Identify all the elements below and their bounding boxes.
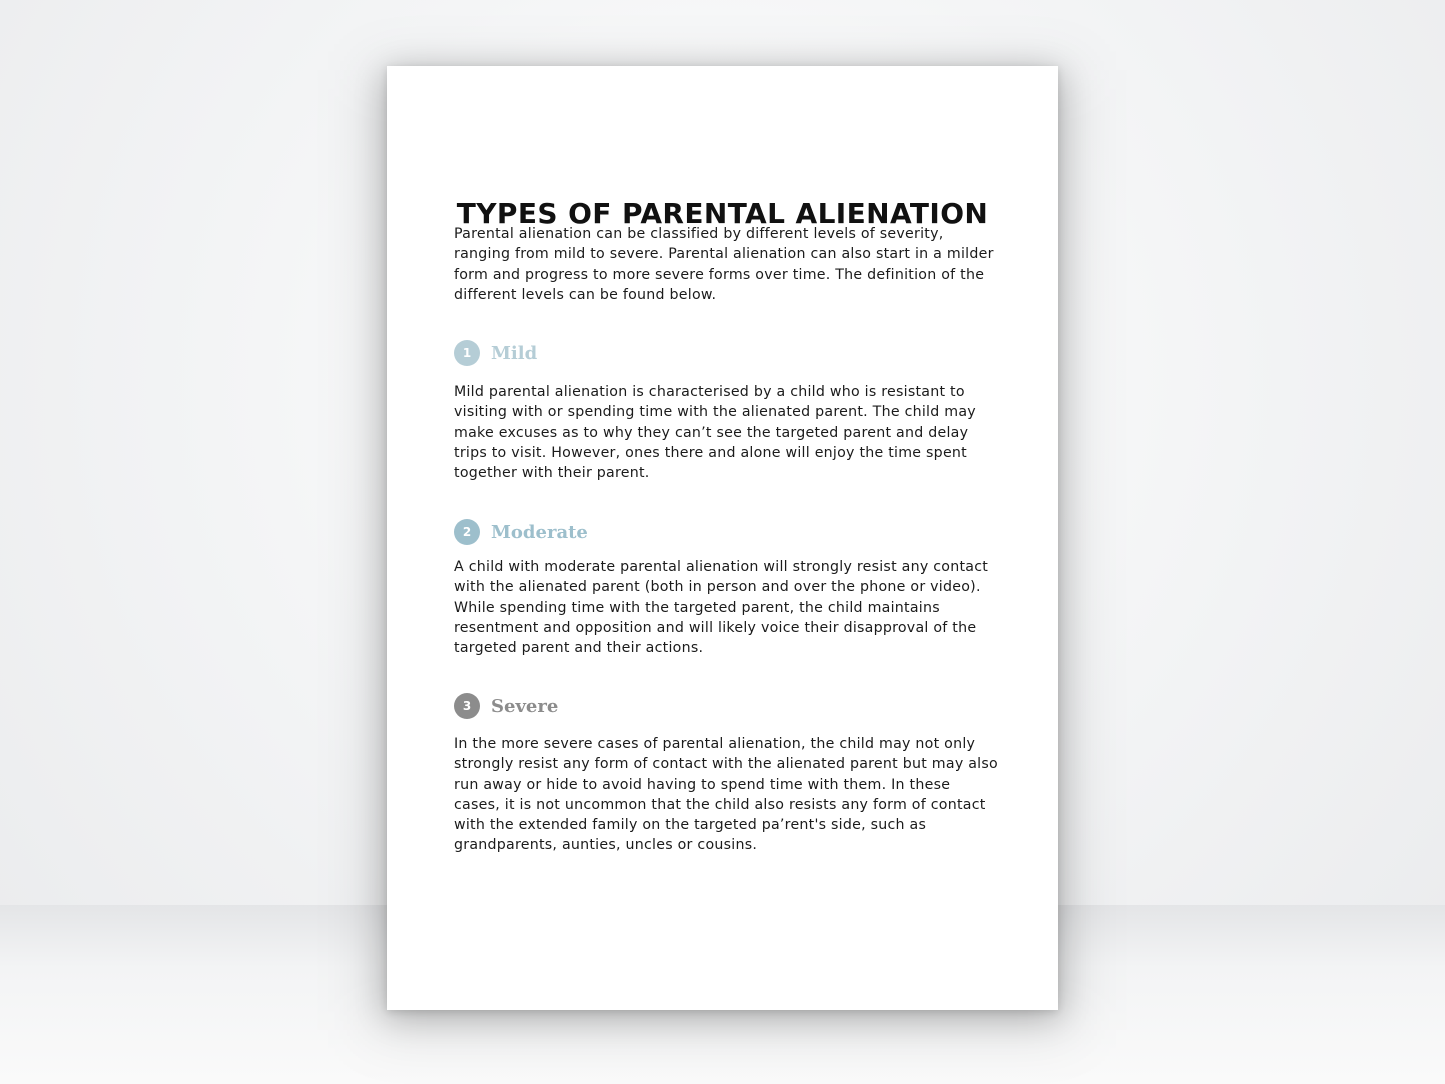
section-title: Moderate — [491, 521, 588, 543]
document-page — [387, 66, 1058, 1010]
section-header-severe — [454, 693, 558, 719]
section-title: Severe — [491, 695, 559, 717]
number-badge: 1 — [454, 340, 480, 366]
intro-paragraph: Parental alienation can be classified by different levels of severity, ranging from mild to severe. Parental alienation can also start in a milder form and progress to more severe forms over time. The definition of the different levels can be found below. — [454, 226, 994, 303]
number-badge: 2 — [454, 519, 480, 545]
section-body-severe: In the more severe cases of parental alienation, the child may not only strongly resist any form of contact with the alienated parent but may also run away or hide to avoid having to spend time with them. In these cases, it is not uncommon that the child also resists any form of contact with the extended family on the targeted pa’rent's side, such as grandparents, aunties, uncles or cousins. — [454, 736, 998, 854]
section-title: Mild — [491, 342, 538, 364]
section-header-moderate — [454, 519, 588, 545]
section-body-mild: Mild parental alienation is characterised by a child who is resistant to visiting with or spending time with the alienated parent. The child may make excuses as to why they can’t see the targeted parent and delay trips to visit. However, ones there and alone will enjoy the time spent together with their parent. — [454, 384, 976, 482]
section-header-mild — [454, 340, 537, 366]
page-title: TYPES OF PARENTAL ALIENATION — [456, 197, 989, 230]
number-badge: 3 — [454, 693, 480, 719]
section-body-moderate: A child with moderate parental alienation will strongly resist any contact with the alienated parent (both in person and over the phone or video). While spending time with the targeted parent, the child maintains resentment and opposition and will likely voice their disapproval of the targeted parent and their actions. — [454, 559, 989, 657]
